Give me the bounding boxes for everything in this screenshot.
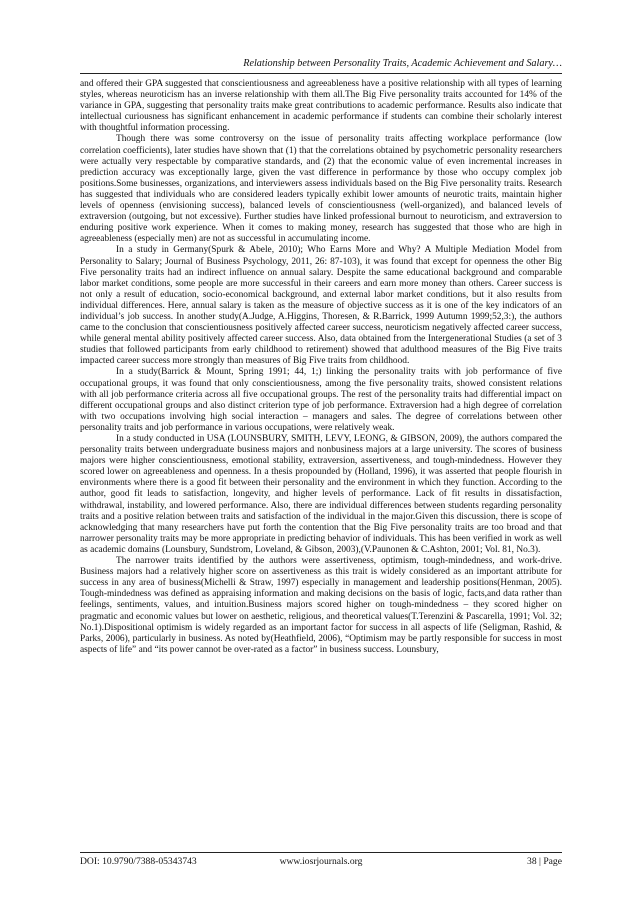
footer-doi: DOI: 10.9790/7388-05343743 bbox=[80, 856, 197, 867]
footer-site: www.iosrjournals.org bbox=[279, 856, 363, 867]
running-title: Relationship between Personality Traits, Academic Achievement and Salary… bbox=[243, 58, 562, 69]
body-text bbox=[80, 79, 562, 656]
paragraph: In a study conducted in USA (LOUNSBURY, SMITH, LEVY, LEONG, & GIBSON, 2009), the authors compared the personality traits between undergraduate business majors and nonbusiness majors at a large university. The scores of business majors were higher conscientiousness, emotional stability, extraversion, assertiveness, and tough-mindedness. However they scored lower on agreeableness and openness. In a thesis propounded by (Holland, 1996), it was asserted that people flourish in environments where there is a good fit between their personality and the environment in which they function. According to the author, good fit leads to satisfaction, longevity, and higher levels of performance. Lack of fit results in dissatisfaction, withdrawal, instability, and lowered performance. Also, there are individual differences between students regarding personality traits and a positive relation between traits and satisfaction of the individual in the major.Given this discussion, there is scope of acknowledging that many researchers have put forth the contention that the Big Five personality traits are too broad and that narrower personality traits may be more appropriate in predicting behavior of individuals. This has been verified in work as well as academic domains (Lounsbury, Sundstrom, Loveland, & Gibson, 2003),(V.Paunonen & C.Ashton, 2001; Vol. 81, No.3). bbox=[80, 434, 562, 555]
paragraph: Though there was some controversy on the issue of personality traits affecting workplace performance (low correlation coefficients), later studies have shown that (1) that the correlations obtained by psychometric personality researchers were actually very respectable by comparative standards, and (2) that the economic value of even incremental increases in prediction accuracy was exceptionally large, given the vast difference in performance by those who occupy complex job positions.Some businesses, organizations, and interviewers assess individuals based on the Big Five personality traits. Research has suggested that individuals who are considered leaders typically exhibit lower amounts of neurotic traits, maintain higher levels of openness (envisioning success), balanced levels of conscientiousness (well-organized), and balanced levels of extraversion (outgoing, but not excessive). Further studies have linked professional burnout to neuroticism, and extraversion to enduring positive work experience. When it comes to making money, research has suggested that those who are high in agreeableness (especially men) are not as successful in accumulating income. bbox=[80, 134, 562, 245]
footer-page-number: 38 | Page bbox=[527, 856, 562, 867]
paragraph: and offered their GPA suggested that conscientiousness and agreeableness have a positive relationship with all types of learning styles, whereas neuroticism has an inverse relationship with them all.The Big Five personality traits accounted for 14% of the variance in GPA, suggesting that personality traits make great contributions to academic performance. Results also indicate that intellectual curiousness has significant enhancement in academic performance if students can combine their scholarly interest with thoughtful information processing. bbox=[80, 79, 562, 134]
footer bbox=[80, 856, 562, 867]
header-rule bbox=[80, 73, 562, 74]
paragraph: The narrower traits identified by the authors were assertiveness, optimism, tough-mindedness, and work-drive. Business majors had a relatively higher score on assertiveness as this trait is widely considered as an important attribute for success in any area of business(Michelli & Straw, 1997) especially in management and leadership positions(Henman, 2005). Tough-mindedness was defined as appraising information and making decisions on the basis of logic, facts,and data rather than feelings, sentiments, values, and intuition.Business majors scored higher on tough-mindedness – they scored higher on pragmatic and economic values but lower on aesthetic, religious, and theoretical values(T.Terenzini & Pascarella, 1991; Vol. 32; No.1).Dispositional optimism is widely regarded as an important factor for success in all aspects of life (Seligman, Rashid, & Parks, 2006), particularly in business. As noted by(Heathfield, 2006), “Optimism may be partly responsible for success in most aspects of life” and “its power cannot be over-rated as a factor” in business success. Lounsbury, bbox=[80, 556, 562, 655]
footer-rule bbox=[80, 852, 562, 853]
paragraph: In a study(Barrick & Mount, Spring 1991; 44, 1;) linking the personality traits with job performance of five occupational groups, it was found that only conscientiousness, among the five personality traits, showed consistent relations with all job performance criteria across all five occupational groups. The rest of the personality traits had differential impact on different occupational groups and also distinct criterion type of job performance. Extraversion had a high degree of correlation with two occupations involving high social interaction – managers and sales. The degree of correlations between other personality traits and job performance in various occupations, were relatively weak. bbox=[80, 367, 562, 433]
paragraph: In a study in Germany(Spurk & Abele, 2010); Who Earns More and Why? A Multiple Mediation Model from Personality to Salary; Journal of Business Psychology, 2011, 26: 87-103), it was found that except for openness the other Big Five personality traits had an indirect influence on annual salary. Despite the same educational background and comparable labor market conditions, some people are more successful in their careers and earn more money than others. Career success is not only a result of education, socio-economical background, and external labor market conditions, but it also results from individual differences. Here, annual salary is taken as the measure of objective success as it is one of the key indicators of an individual’s job success. In another study(A.Judge, A.Higgins, Thoresen, & R.Barrick, 1999 Autumn 1999;52,3:), the authors came to the conclusion that conscientiousness positively affected career success, neuroticism negatively affected career success, while general mental ability positively affected career success. Also, data obtained from the Intergenerational Studies (a set of 3 studies that followed participants from early childhood to retirement) showed that adulthood measures of the Big Five traits impacted career success more strongly than measures of Big Five traits from childhood. bbox=[80, 245, 562, 367]
